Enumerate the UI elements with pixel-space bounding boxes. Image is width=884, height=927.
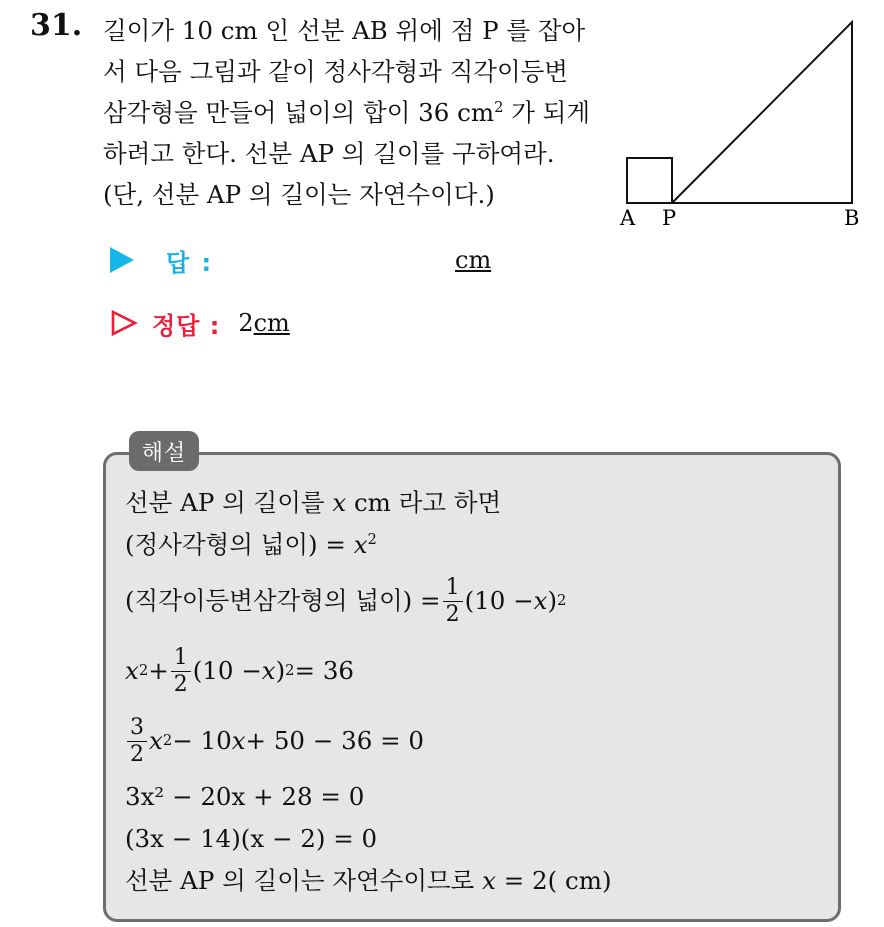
sol-l5-text-b: + 50 − 36 = 0 [245,726,424,755]
label-p: P [662,206,677,230]
solution-line-3: (직각이등변삼각형의 넓이) = $\frac{1}{2}$ (10 − x ) 2 [125,574,567,627]
sol-l5-den: 2 [130,741,144,767]
sol-l4-den: 2 [173,671,188,697]
solution-line-2 [125,524,825,566]
problem-line-3-tail: 가 되게 [503,98,591,127]
sol-l1-text-b: cm 라고 하면 [346,488,502,517]
sol-l1-var: x [332,488,347,517]
solution-line-6: 3x² − 20x + 28 = 0 [125,782,365,811]
problem-text [103,10,613,215]
solution-line-7: (3x − 14)(x − 2) = 0 [125,824,378,853]
play-outline-icon [110,309,138,337]
sol-l5-var: x [149,726,163,755]
question-number: 31. [30,8,83,43]
sol-l4-var: x [125,656,139,685]
geometry-figure [612,14,872,234]
square-shape [627,158,672,203]
solution-tag: 해설 [129,431,199,471]
sol-l8-text-a: 선분 AP 의 길이는 자연수이므로 [125,866,483,895]
sol-l8-var: x [482,866,496,895]
sol-l2-sup: 2 [367,530,377,548]
sol-l8-text-b: = 2( cm) [495,866,612,895]
problem-line-3-sup: 2 [494,98,504,116]
correct-answer-unit: cm [253,309,290,337]
problem-line-2: 서 다음 그림과 같이 정사각형과 직각이등변 [103,57,568,86]
sol-l2-var: x [353,530,368,559]
answer-row [110,240,213,280]
right-isosceles-triangle [672,22,852,203]
label-a: A [620,206,636,230]
correct-answer-value [238,309,289,337]
solution-line-1 [125,482,825,524]
answer-blank-unit[interactable]: cm [455,246,492,274]
sol-l2-text: (정사각형의 넓이) = [125,530,354,559]
problem-line-3 [103,92,613,133]
sol-l4-plus: + [148,656,169,685]
correct-answer-number: 2 [238,309,254,337]
sol-l3-den: 2 [445,601,460,627]
sol-l1-text-a: 선분 AP 의 길이를 [125,488,333,517]
correct-answer-row [110,303,290,343]
solution-line-8 [125,860,825,902]
sol-l4-num: 1 [171,645,191,672]
sol-l3-fraction [443,575,463,628]
sol-l3-num: 1 [443,575,463,602]
sol-l3-text: (직각이등변삼각형의 넓이) = [125,586,441,615]
sol-l5-fraction [127,715,147,768]
sol-l4-text-b: (10 − [192,656,262,685]
sol-l3-var: x [533,586,548,615]
solution-line-4: x 2 + $\frac{1}{2}$ (10 − x ) 2 = 36 [125,644,355,697]
sol-l5-num: 3 [127,715,147,742]
problem-line-1: 길이가 10 cm 인 선분 AB 위에 점 P 를 잡아 [103,16,586,45]
sol-l4-fraction [171,645,191,698]
correct-answer-label: 정답 : [152,311,221,340]
sol-l5-text-a: − 10 [172,726,232,755]
problem-line-4: 하려고 한다. 선분 AP 의 길이를 구하여라. [103,139,555,168]
sol-l4-text-d: = 36 [294,656,355,685]
sol-l5-var2: x [231,726,246,755]
sol-l3-text-c: ) [547,586,558,615]
solution-line-5: $\frac{3}{2}$ x 2 − 10 x + 50 − 36 = 0 [125,706,825,776]
sol-l3-text-b: (10 − [464,586,534,615]
play-filled-icon [110,247,134,273]
problem-line-5: (단, 선분 AP 의 길이는 자연수이다.) [103,180,495,209]
sol-l4-text-c: ) [275,656,286,685]
label-b: B [844,206,860,230]
sol-l4-var2: x [261,656,276,685]
solution-content [125,482,825,902]
answer-label: 답 : [166,248,214,277]
problem-line-3-text: 삼각형을 만들어 넓이의 합이 36 cm [103,98,495,127]
